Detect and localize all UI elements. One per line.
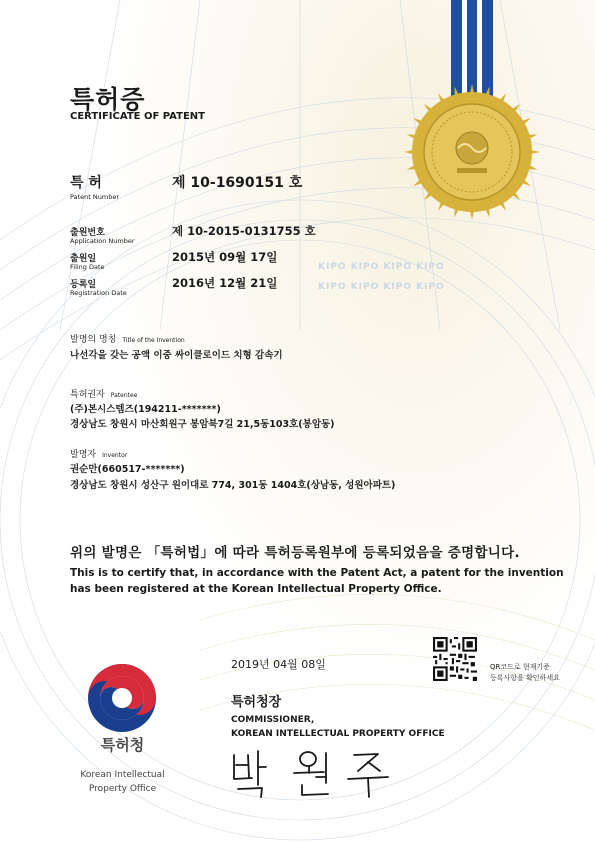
patentee-address: 경상남도 창원시 마산회원구 봉암북7길 21,5동103호(봉암동) [70, 419, 335, 430]
patent-number-label-english: Patent Number [70, 193, 120, 201]
application-number-label: 출원번호 [70, 228, 105, 238]
qr-instruction-line-2: 등록사항을 확인하세요 [490, 674, 560, 682]
certification-english-line-1: This is to certify that, in accordance with the Patent Act, a patent for the invention [70, 567, 564, 579]
invention-title-label [70, 332, 185, 345]
commissioner-english-line-2: KOREAN INTELLECTUAL PROPERTY OFFICE [231, 729, 445, 739]
inventor-label-english: Inventor [102, 452, 128, 459]
patentee-name: (주)본시스템즈(194211-*******) [70, 404, 221, 415]
invention-title-label-english: Title of the Invention [122, 337, 185, 344]
certificate-title-korean: 특허증 [70, 85, 146, 114]
registration-date-label: 등록일 [70, 280, 97, 290]
filing-date-label-english: Filing Date [70, 263, 105, 271]
inventor-label [70, 447, 127, 460]
patent-number-label: 특 허 [70, 175, 102, 191]
patent-number-value: 제 10-1690151 호 [172, 175, 303, 191]
issue-date: 2019년 04월 08일 [231, 658, 326, 671]
certification-english-line-2: has been registered at the Korean Intellectual Property Office. [70, 583, 442, 595]
commissioner-title-korean: 특허청장 [231, 695, 282, 710]
registration-date-value: 2016년 12월 21일 [172, 276, 278, 290]
patentee-label-english: Patentee [110, 392, 138, 399]
application-number-label-english: Application Number [70, 237, 135, 245]
invention-title-label-korean: 발명의 명칭 [70, 335, 117, 345]
office-name-english-line-1: Korean Intellectual [80, 770, 165, 780]
qr-code-icon[interactable] [433, 637, 477, 681]
inventor-label-korean: 발명자 [70, 450, 97, 460]
certification-statement-english [70, 565, 564, 597]
commissioner-english-line-1: COMMISSIONER, [231, 715, 315, 725]
invention-title-value: 나선각을 갖는 공액 이중 싸이클로이드 치형 감속기 [70, 350, 283, 361]
kipo-taeguk-logo-icon [84, 660, 160, 736]
filing-date-label: 출원일 [70, 254, 97, 264]
qr-instruction-text [490, 662, 560, 684]
certification-statement-korean: 위의 발명은 「특허법」에 따라 특허등록원부에 등록되었음을 증명합니다. [70, 545, 520, 561]
patentee-label [70, 387, 137, 400]
application-number-value: 제 10-2015-0131755 호 [172, 224, 316, 238]
qr-instruction-line-1: QR코드로 현재기준 [490, 663, 550, 671]
filing-date-value: 2015년 09월 17일 [172, 250, 278, 264]
commissioner-title-english [231, 713, 445, 741]
watermark-text: KIPO KIPO KIPO KIPO [318, 262, 445, 272]
patentee-label-korean: 특허권자 [70, 390, 105, 400]
gold-seal-icon [402, 82, 542, 222]
office-name-korean: 특허청 [100, 736, 145, 754]
office-name-english-line-2: Property Office [88, 784, 157, 794]
office-name-english [55, 768, 190, 796]
inventor-name: 권순만(660517-*******) [70, 464, 185, 475]
registration-date-label-english: Registration Date [70, 289, 127, 297]
commissioner-signature [228, 745, 408, 800]
watermark-text-2: KIPO KIPO KIPO KIPO [318, 282, 445, 292]
certificate-title-english: CERTIFICATE OF PATENT [70, 111, 205, 122]
inventor-address: 경상남도 창원시 성산구 원이대로 774, 301동 1404호(상남동, 성원아파트) [70, 480, 396, 491]
